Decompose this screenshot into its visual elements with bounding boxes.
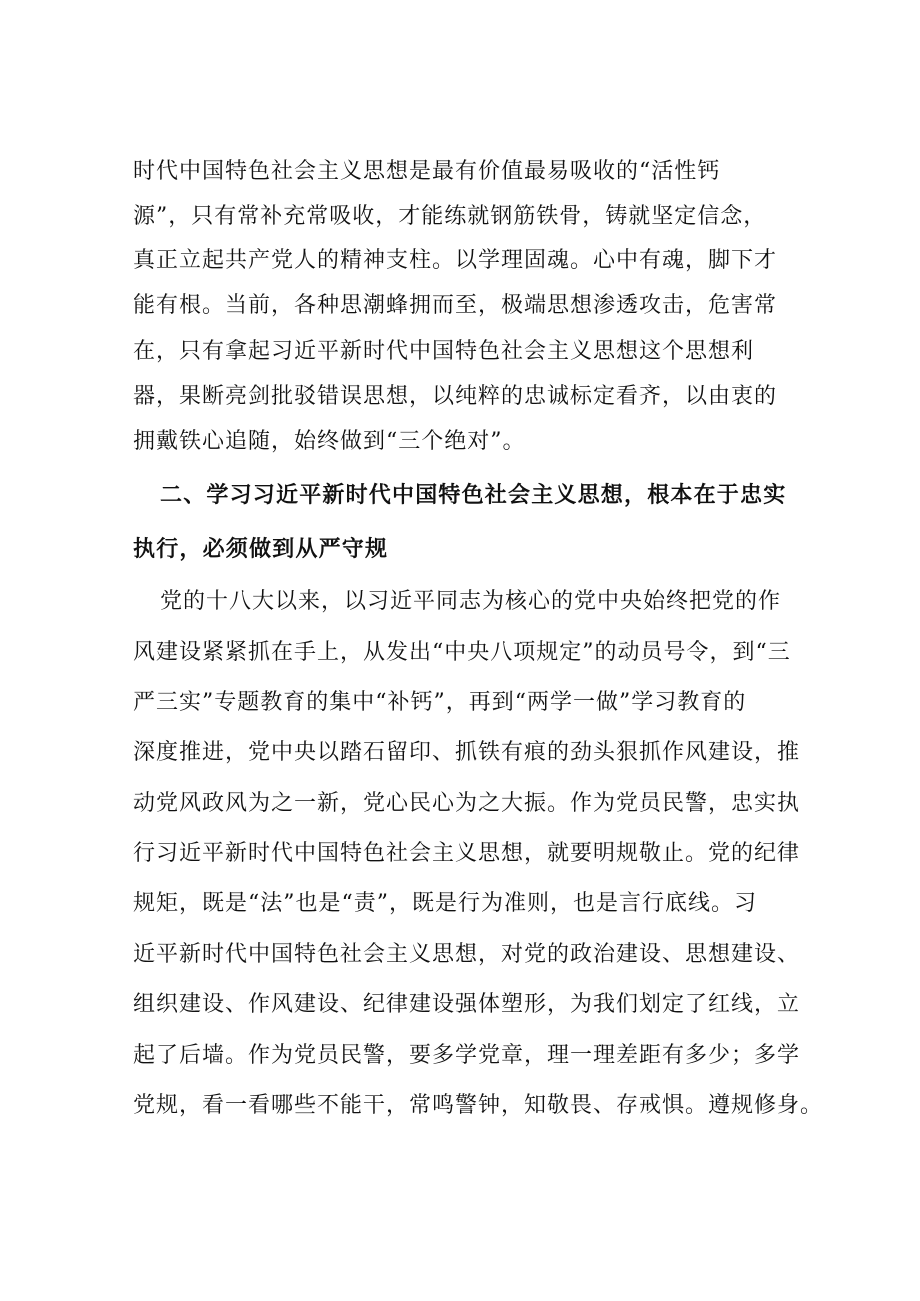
text-line: 党的十八大以来，以习近平同志为核心的党中央始终把党的作 [160, 589, 782, 614]
text-line: 深度推进，党中央以踏石留印、抓铁有痕的劲头狠抓作风建设，推 [133, 740, 801, 765]
text-line: 起了后墙。作为党员民警，要多学党章，理一理差距有多少；多学 [133, 1043, 801, 1068]
text-line: 器，果断亮剑批驳错误思想，以纯粹的忠诚标定看齐，以由衷的 [133, 384, 778, 409]
heading-line: 二、学习习近平新时代中国特色社会主义思想，根本在于忠实 [160, 483, 787, 508]
text-line: 严三实”专题教育的集中“补钙”，再到“两学一做”学习教育的 [133, 690, 747, 715]
text-line: 动党风政风为之一新，党心民心为之大振。作为党员民警，忠实执 [133, 791, 801, 816]
text-line: 规矩，既是“法”也是“责”，既是行为准则，也是言行底线。习 [133, 891, 757, 916]
text-line: 组织建设、作风建设、纪律建设强体塑形，为我们划定了红线，立 [133, 992, 801, 1017]
text-line: 党规，看一看哪些不能干，常鸣警钟，知敬畏、存戒惧。遵规修身。 [133, 1093, 824, 1118]
heading-line: 执行，必须做到从严守规 [133, 537, 389, 562]
text-line: 拥戴铁心追随，始终做到“三个绝对”。 [133, 429, 526, 454]
text-line: 时代中国特色社会主义思想是最有价值最易吸收的“活性钙 [133, 159, 721, 184]
text-line: 能有根。当前，各种思潮蜂拥而至，极端思想渗透攻击，危害常 [133, 293, 778, 318]
text-line: 在，只有拿起习近平新时代中国特色社会主义思想这个思想利 [133, 339, 755, 364]
text-line: 风建设紧紧抓在手上，从发出“中央八项规定”的动员号令，到“三 [133, 640, 791, 665]
text-line: 源”，只有常补充常吸收，才能练就钢筋铁骨，铸就坚定信念， [133, 204, 767, 229]
text-line: 近平新时代中国特色社会主义思想，对党的政治建设、思想建设、 [133, 942, 801, 967]
text-line: 真正立起共产党人的精神支柱。以学理固魂。心中有魂，脚下才 [133, 248, 778, 273]
text-line: 行习近平新时代中国特色社会主义思想，就要明规敬止。党的纪律 [133, 841, 801, 866]
